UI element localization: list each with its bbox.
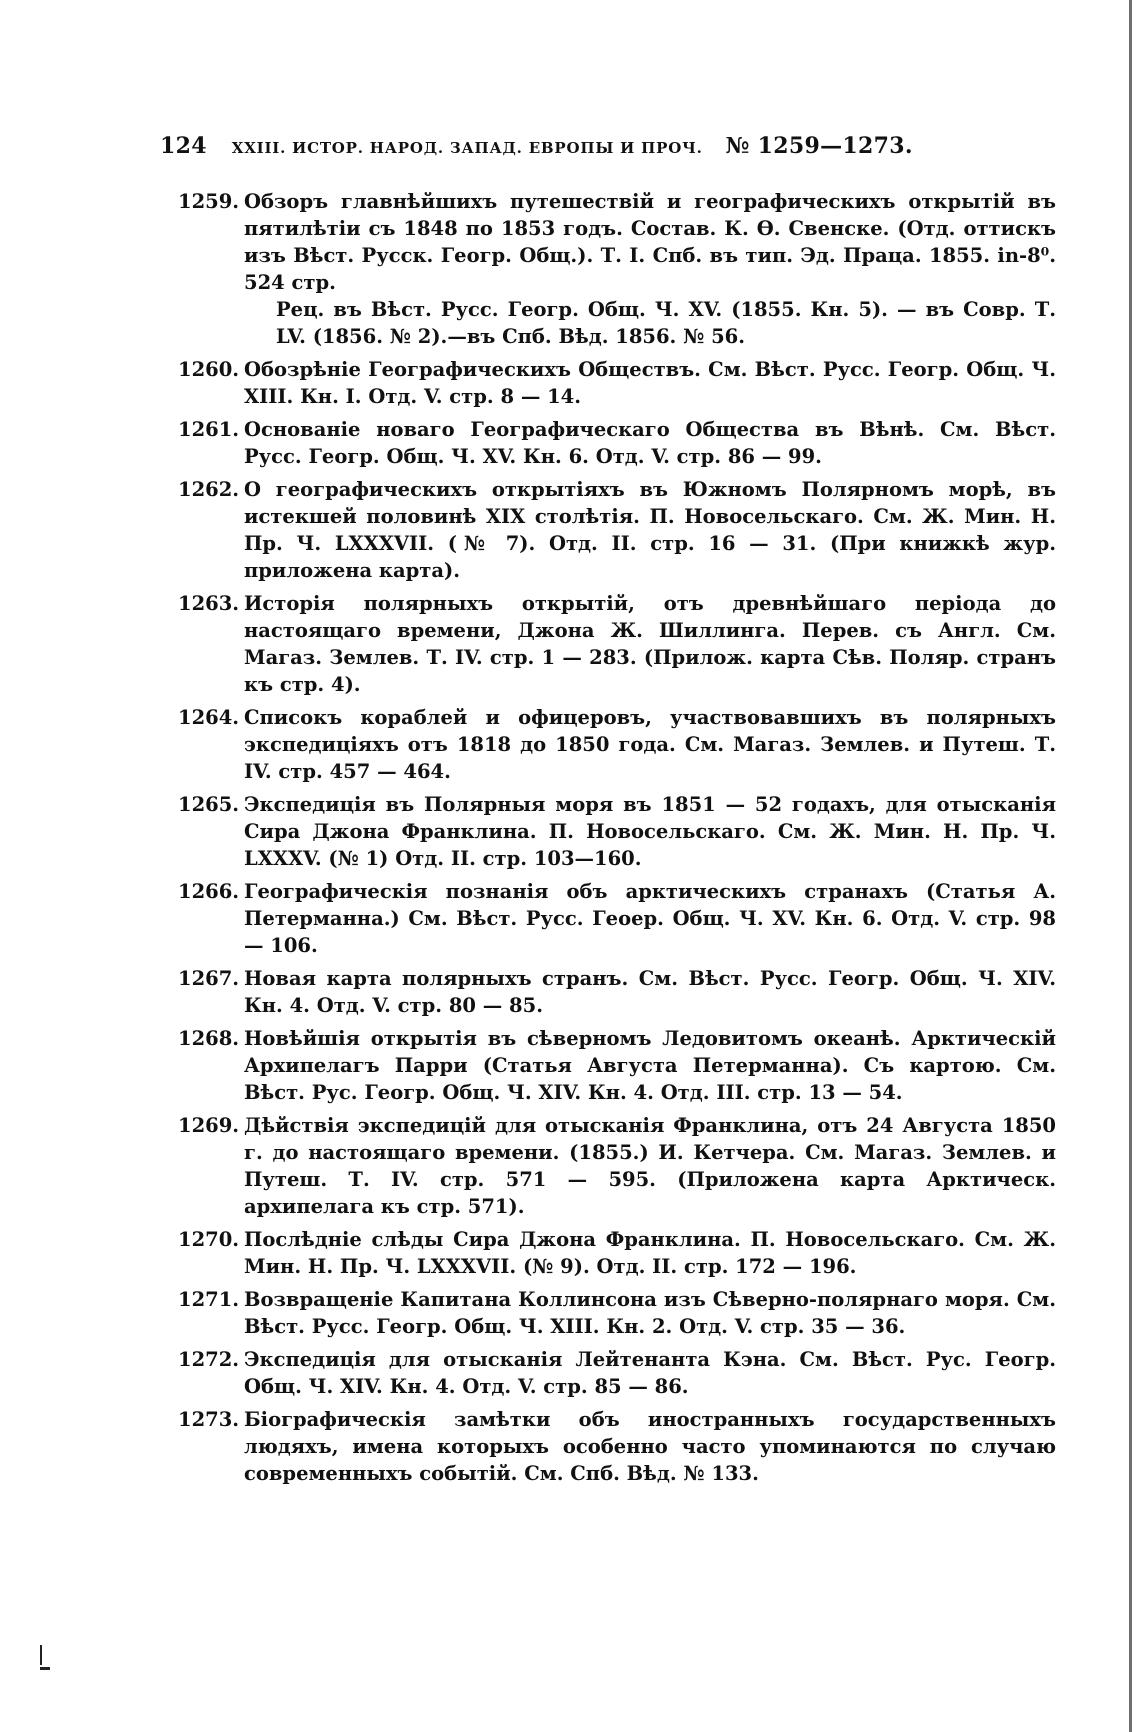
entry-1261 [178, 416, 1056, 470]
entry-review-note: Рец. въ Вѣст. Русс. Геогр. Общ. Ч. XV. (1855. Кн. 5). — въ Совр. Т. LV. (1856. № 2).—въ Спб. Вѣд. 1856. № 56. [276, 298, 1056, 348]
entry-text: Основаніе новаго Географическаго Общества въ Вѣнѣ. См. Вѣст. Русс. Геогр. Общ. Ч. XV. Кн. 6. Отд. V. стр. 86 — 99. [244, 418, 1056, 468]
entry-1265 [178, 791, 1056, 872]
entry-text: Экспедиція въ Полярныя моря въ 1851 — 52 годахъ, для отысканія Сира Джона Франклина. П. Новосельскаго. См. Ж. Мин. Н. Пр. Ч. LXXXV. (№ 1) Отд. II. стр. 103—160. [244, 793, 1056, 870]
entry-text: О географическихъ открытіяхъ въ Южномъ Полярномъ морѣ, въ истекшей половинѣ XIX столѣтія. П. Новосельскаго. См. Ж. Мин. Н. Пр. Ч. LXXXVII. (№ 7). Отд. II. стр. 16 — 31. (При книжкѣ жур. приложена карта). [244, 478, 1056, 582]
entry-range: № 1259—1273. [725, 133, 913, 159]
entry-number: 1262. [178, 478, 240, 501]
entry-number: 1273. [178, 1408, 240, 1431]
entry-text: Обозрѣніе Географическихъ Обществъ. См. Вѣст. Русс. Геогр. Общ. Ч. XIII. Кн. I. Отд. V. стр. 8 — 14. [244, 358, 1056, 408]
entry-number: 1263. [178, 592, 240, 615]
entry-1269 [178, 1112, 1056, 1220]
entry-number: 1264. [178, 706, 240, 729]
entry-text: Экспедиція для отысканія Лейтенанта Кэна. См. Вѣст. Рус. Геогр. Общ. Ч. XIV. Кн. 4. Отд. V. стр. 85 — 86. [244, 1348, 1056, 1398]
entry-1273 [178, 1406, 1056, 1487]
entry-text: Біографическія замѣтки объ иностранныхъ государственныхъ людяхъ, имена которыхъ особенно часто упоминаются по случаю современныхъ событій. См. Спб. Вѣд. № 133. [244, 1408, 1056, 1485]
entry-number: 1260. [178, 358, 240, 381]
entry-1260 [178, 356, 1056, 410]
entry-1271 [178, 1286, 1056, 1340]
page-header [160, 133, 1020, 159]
bibliography-list [178, 188, 1056, 1493]
entry-number: 1265. [178, 793, 240, 816]
entry-number: 1268. [178, 1027, 240, 1050]
entry-text: Списокъ кораблей и офицеровъ, участвовавшихъ въ полярныхъ экспедиціяхъ отъ 1818 до 1850 года. См. Магаз. Землев. и Путеш. Т. IV. стр. 457 — 464. [244, 706, 1056, 783]
entry-text: Новая карта полярныхъ странъ. См. Вѣст. Русс. Геогр. Общ. Ч. XIV. Кн. 4. Отд. V. стр. 80 — 85. [244, 967, 1056, 1017]
entry-1264 [178, 704, 1056, 785]
entry-number: 1270. [178, 1228, 240, 1251]
margin-dash-mark [40, 1667, 50, 1670]
entry-number: 1261. [178, 418, 240, 441]
entry-number: 1271. [178, 1288, 240, 1311]
entry-1263 [178, 590, 1056, 698]
entry-number: 1267. [178, 967, 240, 990]
entry-number: 1272. [178, 1348, 240, 1371]
entry-1266 [178, 878, 1056, 959]
scan-edge-line [1129, 0, 1132, 1732]
entry-text [244, 188, 1056, 350]
entry-1268 [178, 1025, 1056, 1106]
entry-1270 [178, 1226, 1056, 1280]
entry-text: Возвращеніе Капитана Коллинсона изъ Сѣверно-полярнаго моря. См. Вѣст. Русс. Геогр. Общ. Ч. XIII. Кн. 2. Отд. V. стр. 35 — 36. [244, 1288, 1056, 1338]
entry-text: Дѣйствія экспедицій для отысканія Франклина, отъ 24 Августа 1850 г. до настоящаго времени. (1855.) И. Кетчера. См. Магаз. Землев. и Путеш. Т. IV. стр. 571 — 595. (Приложена карта Арктическ. архипелага къ стр. 571). [244, 1114, 1056, 1218]
section-title: XXIII. ИСТОР. НАРОД. ЗАПАД. ЕВРОПЫ И ПРОЧ. [231, 139, 703, 157]
margin-tick-mark [40, 1645, 42, 1665]
entry-number: 1266. [178, 880, 240, 903]
entry-1272 [178, 1346, 1056, 1400]
entry-text: Послѣдніе слѣды Сира Джона Франклина. П. Новосельскаго. См. Ж. Мин. Н. Пр. Ч. LXXXVII. (№ 9). Отд. II. стр. 172 — 196. [244, 1228, 1056, 1278]
entry-text: Исторія полярныхъ открытій, отъ древнѣйшаго періода до настоящаго времени, Джона Ж. Шиллинга. Перев. съ Англ. См. Магаз. Землев. Т. IV. стр. 1 — 283. (Прилож. карта Сѣв. Поляр. странъ къ стр. 4). [244, 592, 1056, 696]
entry-1259 [178, 188, 1056, 350]
entry-text: Новѣйшія открытія въ сѣверномъ Ледовитомъ океанѣ. Арктическій Архипелагъ Парри (Статья Августа Петерманна). Съ картою. См. Вѣст. Рус. Геогр. Общ. Ч. XIV. Кн. 4. Отд. III. стр. 13 — 54. [244, 1027, 1056, 1104]
entry-number: 1259. [178, 190, 240, 213]
entry-number: 1269. [178, 1114, 240, 1137]
entry-1267 [178, 965, 1056, 1019]
entry-body: Обзоръ главнѣйшихъ путешествій и географическихъ открытій въ пятилѣтіи съ 1848 по 1853 годъ. Состав. К. Ѳ. Свенске. (Отд. оттискъ изъ Вѣст. Русск. Геогр. Общ.). Т. I. Спб. въ тип. Эд. Праца. 1855. in-8⁰. 524 стр. [244, 190, 1056, 294]
page-number: 124 [160, 133, 207, 159]
entry-text: Географическія познанія объ арктическихъ странахъ (Статья А. Петерманна.) См. Вѣст. Русс. Геоер. Общ. Ч. XV. Кн. 6. Отд. V. стр. 98 — 106. [244, 880, 1056, 957]
entry-1262 [178, 476, 1056, 584]
